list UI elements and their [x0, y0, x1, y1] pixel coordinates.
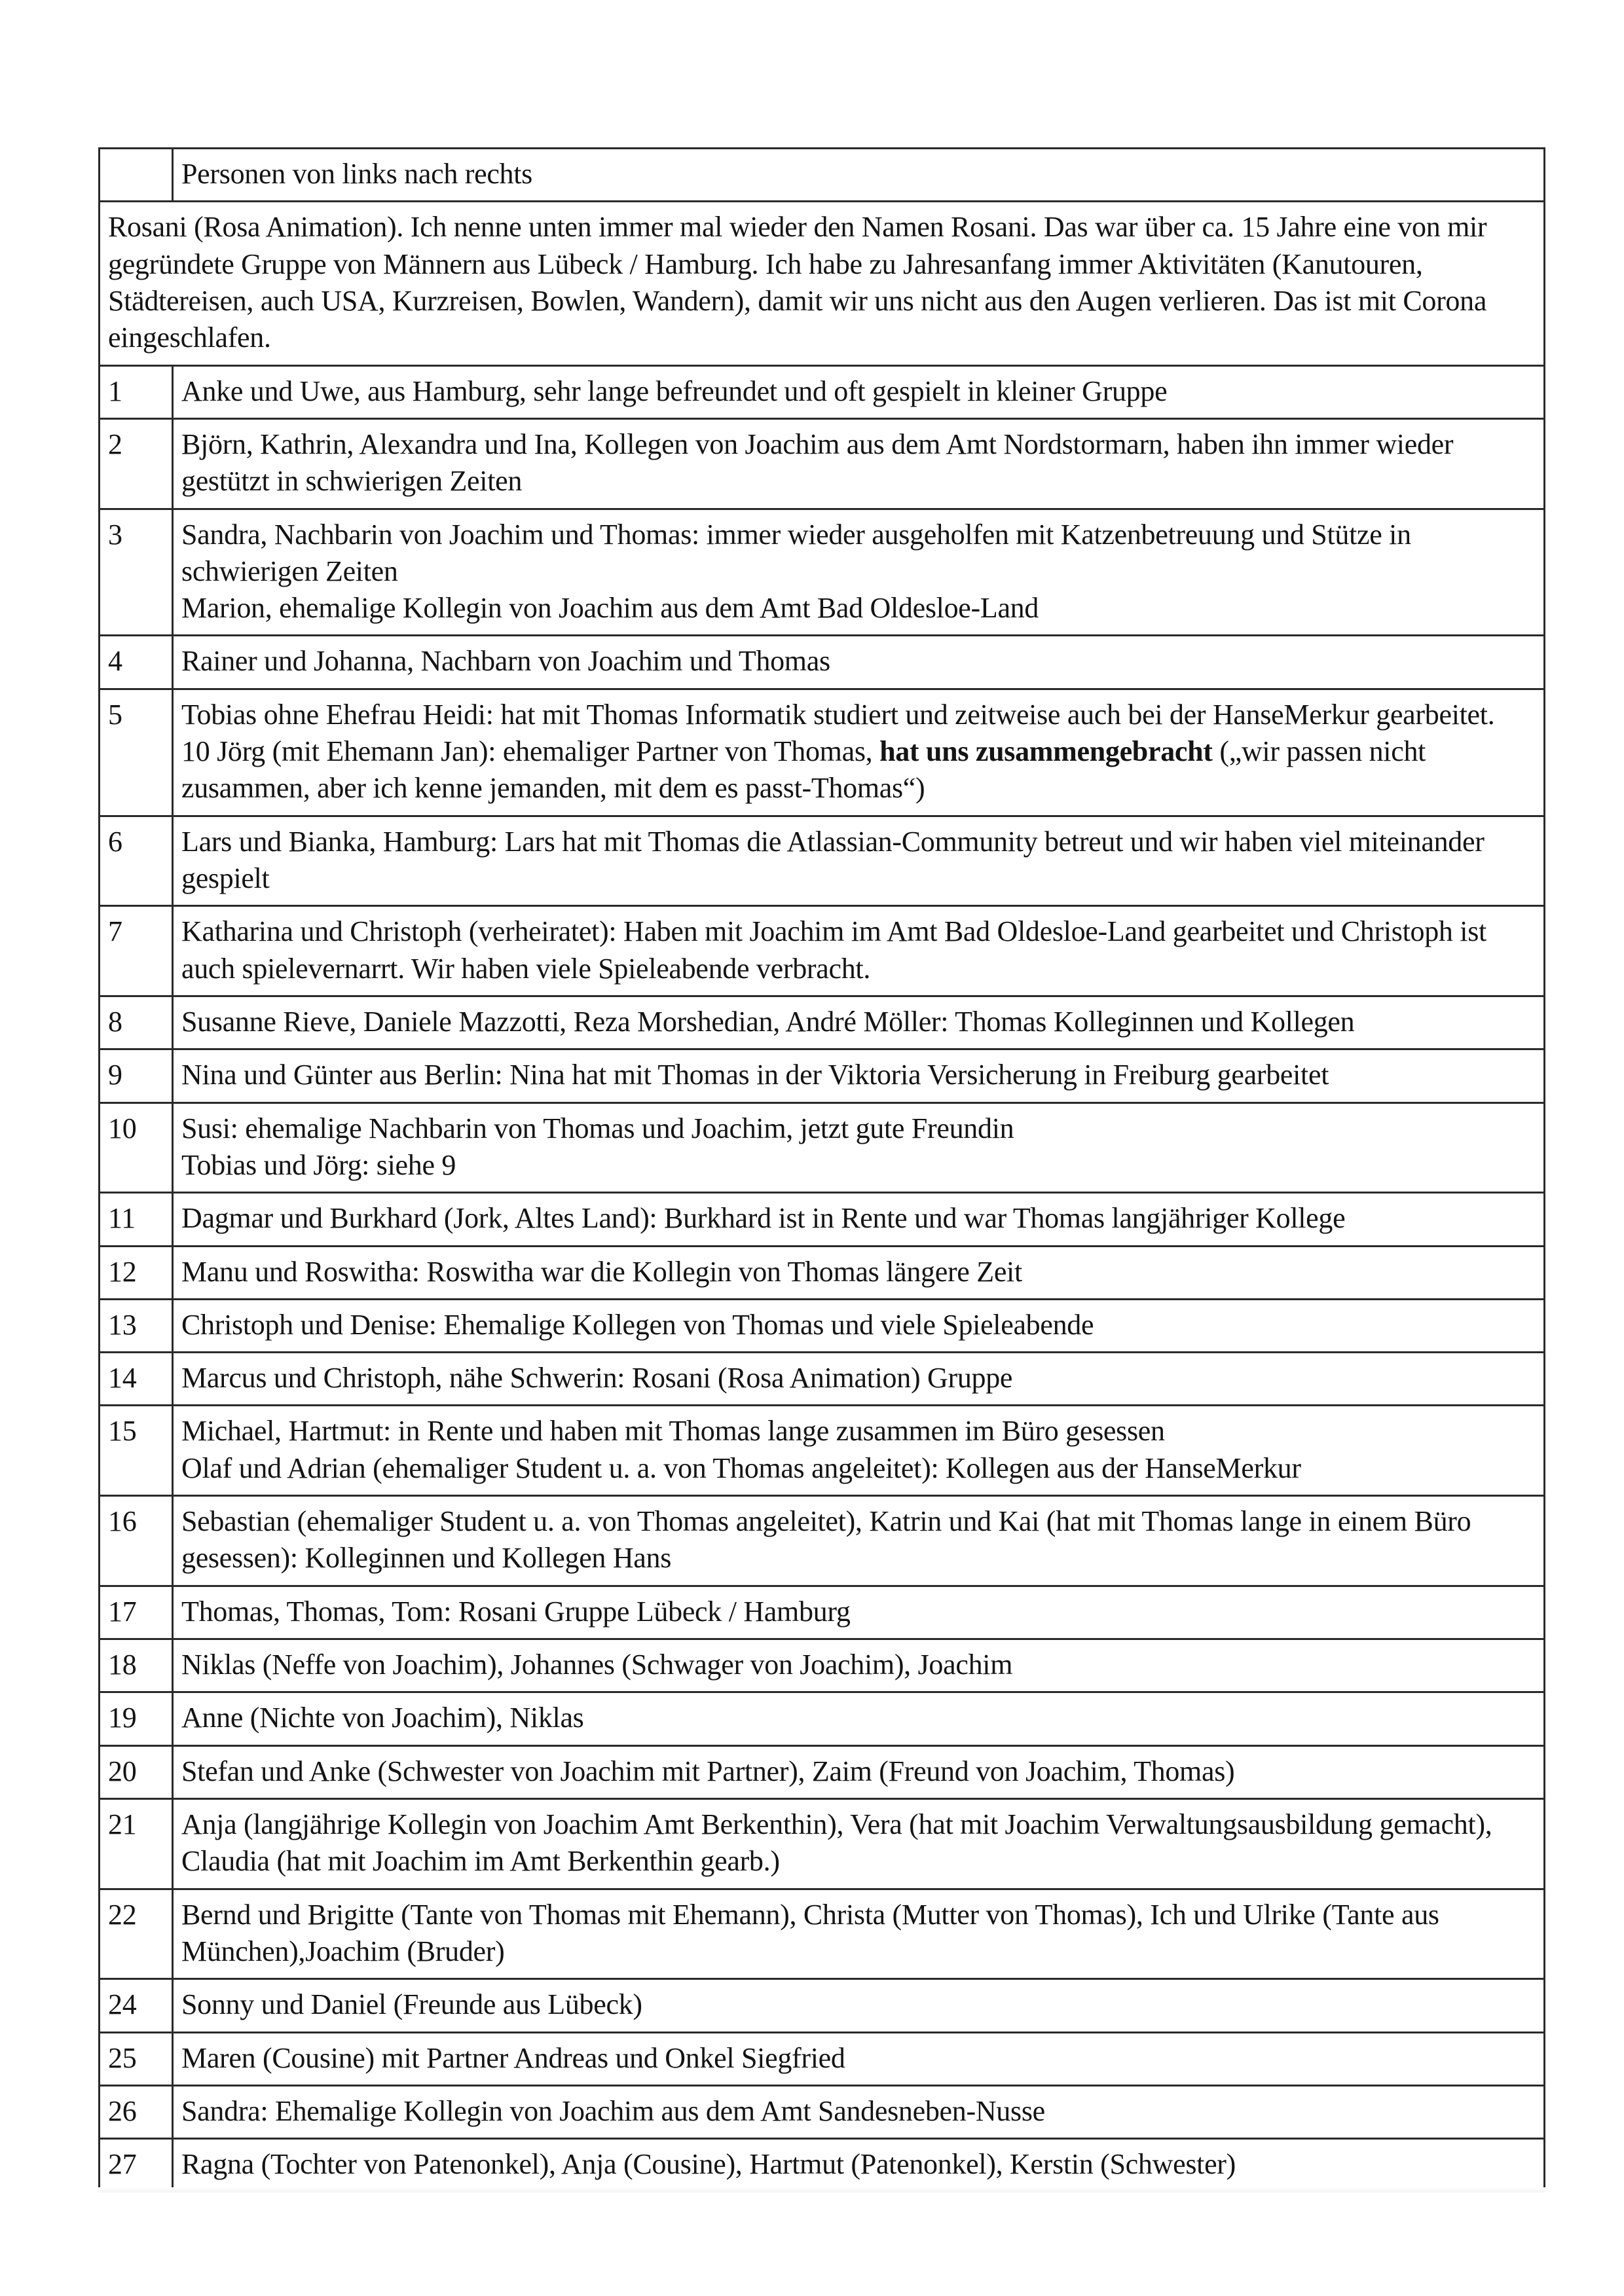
row-number: 7: [100, 906, 173, 996]
row-description: [173, 509, 1545, 636]
table-row: [100, 2032, 1545, 2085]
row-description: [173, 1979, 1545, 2032]
description-line: Sandra, Nachbarin von Joachim und Thomas: immer wieder ausgeholfen mit Katzenbetreuung und Stütze in schwierigen Zeiten: [181, 518, 1411, 587]
description-line: Katharina und Christoph (verheiratet): Haben mit Joachim im Amt Bad Oldesloe-Land gearbeitet und Christoph ist auch spielevernarrt. Wir haben viele Spieleabende verbracht.: [181, 915, 1486, 985]
description-line: Anne (Nichte von Joachim), Niklas: [181, 1702, 584, 1734]
header-row: [100, 149, 1545, 202]
description-line: Sandra: Ehemalige Kollegin von Joachim aus dem Amt Sandesneben-Nusse: [181, 2094, 1045, 2127]
row-number: 8: [100, 996, 173, 1049]
description-line: Marion, ehemalige Kollegin von Joachim aus dem Amt Bad Oldesloe-Land: [181, 592, 1039, 625]
row-description: [173, 2085, 1545, 2138]
description-line: Michael, Hartmut: in Rente und haben mit Thomas lange zusammen im Büro gesessen: [181, 1415, 1165, 1448]
intro-row: [100, 202, 1545, 365]
description-line: Rainer und Johanna, Nachbarn von Joachim und Thomas: [181, 645, 830, 678]
row-number: 19: [100, 1692, 173, 1745]
table-row: [100, 1406, 1545, 1496]
row-description: [173, 636, 1545, 689]
row-description: [173, 1406, 1545, 1496]
table-row: [100, 1639, 1545, 1692]
table-row: [100, 1586, 1545, 1639]
row-description: [173, 1745, 1545, 1798]
row-description: [173, 996, 1545, 1049]
table-row: [100, 1798, 1545, 1889]
description-line: Tobias ohne Ehefrau Heidi: hat mit Thomas Informatik studiert und zeitweise auch bei der HanseMerkur gearbeitet.: [181, 698, 1495, 731]
table-row: [100, 1979, 1545, 2032]
row-number: 16: [100, 1496, 173, 1586]
description-line: Tobias und Jörg: siehe 9: [181, 1148, 456, 1181]
row-description: [173, 1639, 1545, 1692]
row-description: [173, 1889, 1545, 1979]
table-row: [100, 996, 1545, 1049]
row-number: 20: [100, 1745, 173, 1798]
document-page: [98, 147, 1545, 2193]
description-text-before: 10 Jörg (mit Ehemann Jan): ehemaliger Partner von Thomas,: [181, 735, 880, 768]
row-description: [173, 1798, 1545, 1889]
description-line: Björn, Kathrin, Alexandra und Ina, Kollegen von Joachim aus dem Amt Nordstormarn, haben ihn immer wieder gestützt in schwierigen Zeiten: [181, 428, 1454, 498]
table-row: [100, 1102, 1545, 1193]
row-number: 21: [100, 1798, 173, 1889]
description-line: Anke und Uwe, aus Hamburg, sehr lange befreundet und oft gespielt in kleiner Gruppe: [181, 374, 1168, 407]
row-number: 12: [100, 1246, 173, 1299]
description-line: Nina und Günter aus Berlin: Nina hat mit Thomas in der Viktoria Versicherung in Freiburg gearbeitet: [181, 1059, 1329, 1091]
table-row: [100, 418, 1545, 509]
table-row: [100, 509, 1545, 636]
description-line: Thomas, Thomas, Tom: Rosani Gruppe Lübeck / Hamburg: [181, 1595, 851, 1628]
row-description: [173, 365, 1545, 418]
row-description: [173, 1246, 1545, 1299]
row-number: 25: [100, 2032, 173, 2085]
row-number: 24: [100, 1979, 173, 2032]
scan-edge: [98, 2187, 1545, 2193]
description-line: Lars und Bianka, Hamburg: Lars hat mit Thomas die Atlassian-Community betreut und wir haben viel miteinander gespielt: [181, 825, 1485, 894]
table-row: [100, 1745, 1545, 1798]
table-row: [100, 1299, 1545, 1352]
row-number: 26: [100, 2085, 173, 2138]
description-line: Anja (langjährige Kollegin von Joachim Amt Berkenthin), Vera (hat mit Joachim Verwaltungsausbildung gemacht), Claudia (hat mit Joachim im Amt Berkenthin gearb.): [181, 1808, 1492, 1878]
header-num-cell: [100, 149, 173, 202]
row-number: 18: [100, 1639, 173, 1692]
header-title: Personen von links nach rechts: [173, 149, 1545, 202]
intro-text: Rosani (Rosa Animation). Ich nenne unten immer mal wieder den Namen Rosani. Das war über ca. 15 Jahre eine von mir gegründete Gruppe von Männern aus Lübeck / Hamburg. Ich habe zu Jahresanfang immer Aktivitäten (Kanutouren, Städtereisen, auch USA, Kurzreisen, Bowlen, Wandern), damit wir uns nicht aus den Augen verlieren. Das ist mit Corona eingeschlafen.: [100, 202, 1545, 365]
description-line: Olaf und Adrian (ehemaliger Student u. a. von Thomas angeleitet): Kollegen aus der HanseMerkur: [181, 1451, 1301, 1484]
table-row: [100, 689, 1545, 816]
description-line: Dagmar und Burkhard (Jork, Altes Land): Burkhard ist in Rente und war Thomas langjähriger Kollege: [181, 1202, 1346, 1235]
description-line: Sebastian (ehemaliger Student u. a. von Thomas angeleitet), Katrin und Kai (hat mit Thomas lange in einem Büro gesessen): Kolleginnen und Kollegen Hans: [181, 1505, 1471, 1575]
table-row: [100, 1049, 1545, 1102]
description-line-with-emphasis: [181, 733, 1536, 807]
row-number: 2: [100, 418, 173, 509]
row-description: [173, 1586, 1545, 1639]
row-number: 1: [100, 365, 173, 418]
row-number: 10: [100, 1102, 173, 1193]
description-line: Sonny und Daniel (Freunde aus Lübeck): [181, 1988, 642, 2021]
table-row: [100, 636, 1545, 689]
row-description: [173, 1496, 1545, 1586]
description-line: Stefan und Anke (Schwester von Joachim mit Partner), Zaim (Freund von Joachim, Thomas): [181, 1755, 1235, 1787]
description-line: Bernd und Brigitte (Tante von Thomas mit Ehemann), Christa (Mutter von Thomas), Ich und Ulrike (Tante aus München),Joachim (Bruder): [181, 1898, 1439, 1967]
row-number: 4: [100, 636, 173, 689]
table-row: [100, 1246, 1545, 1299]
row-description: [173, 1102, 1545, 1193]
description-line: Susi: ehemalige Nachbarin von Thomas und Joachim, jetzt gute Freundin: [181, 1112, 1014, 1144]
table-row: [100, 2085, 1545, 2138]
description-line: Maren (Cousine) mit Partner Andreas und Onkel Siegfried: [181, 2041, 845, 2074]
table-row: [100, 1193, 1545, 1246]
description-text-after: („wir passen nicht zusammen, aber ich kenne jemanden, mit dem es passt-Thomas“): [181, 735, 1426, 805]
row-description: [173, 689, 1545, 816]
emphasis-text: hat uns zusammengebracht: [879, 735, 1213, 768]
row-number: 17: [100, 1586, 173, 1639]
row-description: [173, 1692, 1545, 1745]
description-line: Susanne Rieve, Daniele Mazzotti, Reza Morshedian, André Möller: Thomas Kolleginnen und Kollegen: [181, 1005, 1355, 1038]
row-description: [173, 418, 1545, 509]
row-number: 22: [100, 1889, 173, 1979]
description-line: Ragna (Tochter von Patenonkel), Anja (Cousine), Hartmut (Patenonkel), Kerstin (Schwester): [181, 2148, 1236, 2181]
table-row: [100, 816, 1545, 906]
table-row: [100, 2139, 1545, 2192]
row-description: [173, 2139, 1545, 2192]
table-row: [100, 1889, 1545, 1979]
row-number: 11: [100, 1193, 173, 1246]
guest-table: [98, 147, 1545, 2193]
description-line: Christoph und Denise: Ehemalige Kollegen von Thomas und viele Spieleabende: [181, 1308, 1094, 1341]
row-description: [173, 1193, 1545, 1246]
row-description: [173, 816, 1545, 906]
table-row: [100, 906, 1545, 996]
row-number: 27: [100, 2139, 173, 2192]
row-number: 14: [100, 1353, 173, 1406]
row-description: [173, 1049, 1545, 1102]
table-row: [100, 1353, 1545, 1406]
row-number: 5: [100, 689, 173, 816]
row-description: [173, 1299, 1545, 1352]
description-line: Niklas (Neffe von Joachim), Johannes (Schwager von Joachim), Joachim: [181, 1649, 1013, 1681]
table-row: [100, 1496, 1545, 1586]
row-number: 13: [100, 1299, 173, 1352]
row-number: 6: [100, 816, 173, 906]
table-row: [100, 365, 1545, 418]
row-description: [173, 1353, 1545, 1406]
description-line: Marcus und Christoph, nähe Schwerin: Rosani (Rosa Animation) Gruppe: [181, 1362, 1013, 1394]
row-number: 3: [100, 509, 173, 636]
description-line: Manu und Roswitha: Roswitha war die Kollegin von Thomas längere Zeit: [181, 1255, 1022, 1288]
row-number: 9: [100, 1049, 173, 1102]
row-number: 15: [100, 1406, 173, 1496]
row-description: [173, 2032, 1545, 2085]
row-description: [173, 906, 1545, 996]
table-row: [100, 1692, 1545, 1745]
